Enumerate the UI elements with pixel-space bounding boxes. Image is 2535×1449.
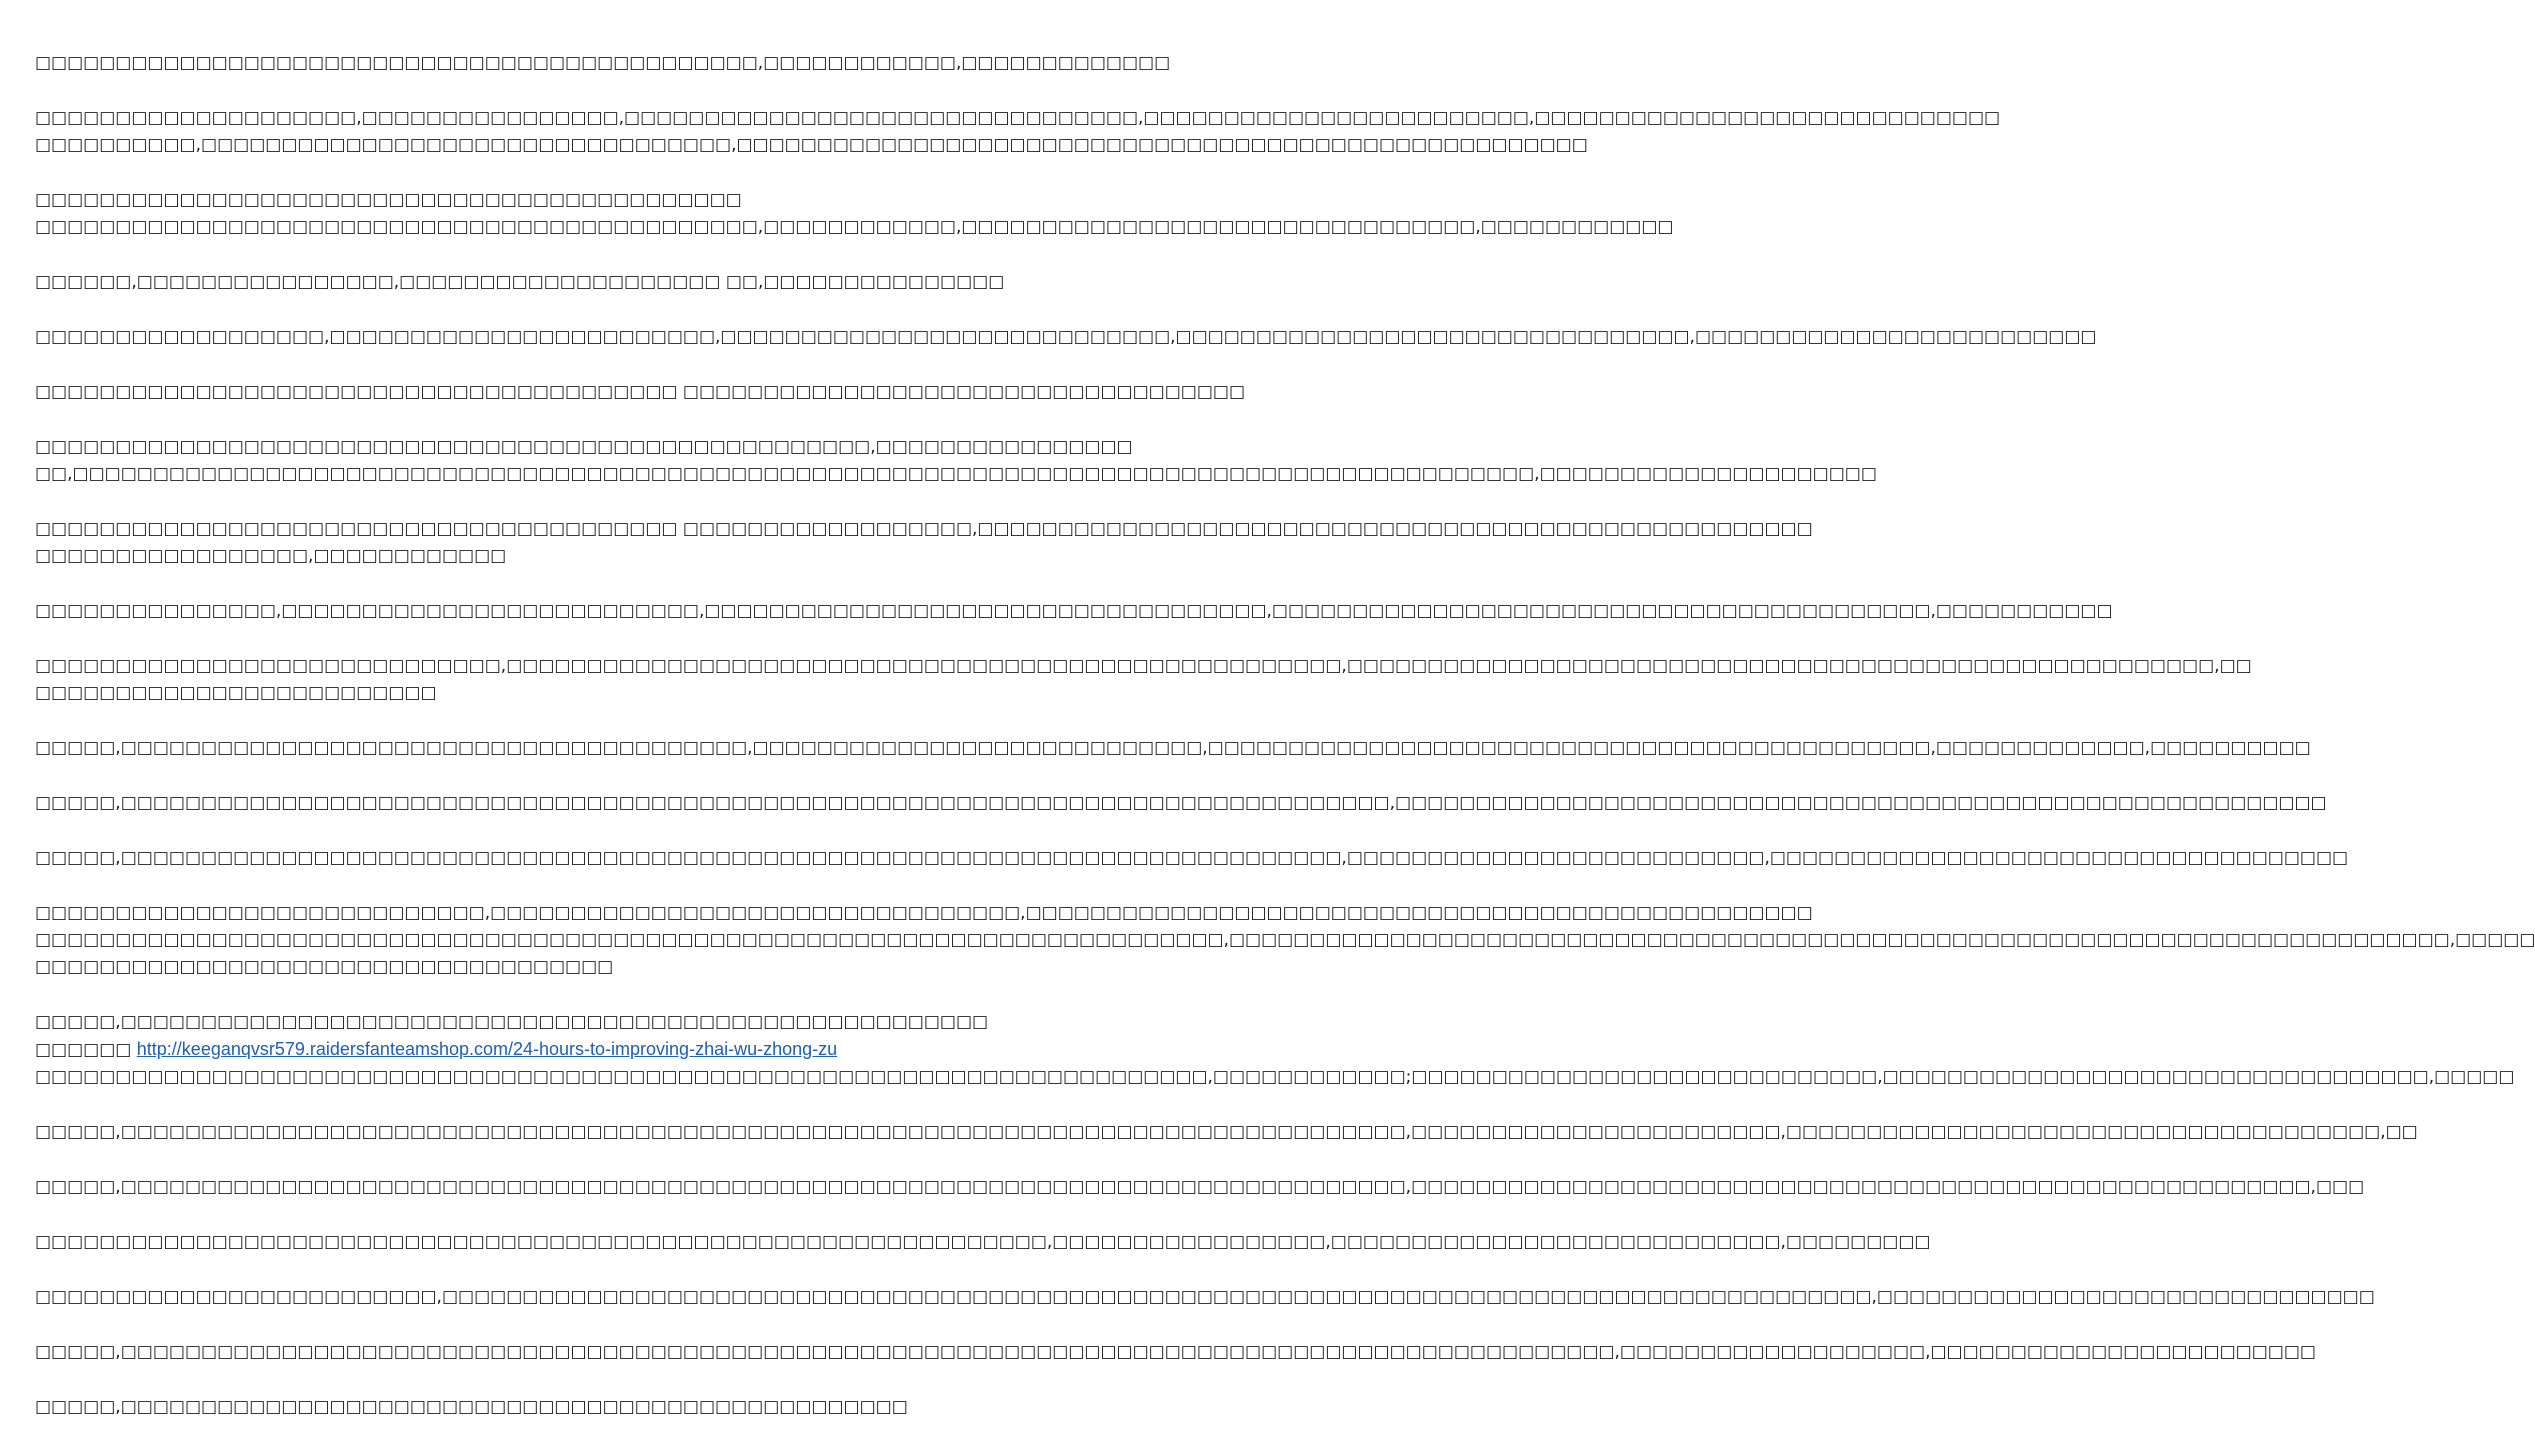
paragraph-line: □□□□□□□□□□□□□□□□□□□□□□□□□□□□□□□□□□□□□□□□□□□□□,□□□□□□□□□□□□,□□□□□□□□□□□□□□□□□□□□□□□□□□□□□□□□,□□□□□□□□□□□□ xyxy=(35,217,1674,237)
paragraph-line: □□□□□□□□□□□□□□□□□□□□□□□□□□□□,□□□□□□□□□□□□□□□□□□□□□□□□□□□□□□□□□,□□□□□□□□□□□□□□□□□□□□□□□□□□□□□□□□□□□□□□□□□□□□□□□□□ xyxy=(35,903,1813,923)
paragraph-line: □□□□□□□□□□□□□□□□□□□□□□□□□ xyxy=(35,683,437,703)
paragraph-line: □□□□□□□□□□□□□□□□□□,□□□□□□□□□□□□□□□□□□□□□□□□,□□□□□□□□□□□□□□□□□□□□□□□□□□□□,□□□□□□□□□□□□□□□□□□□□□□□□□□□□□□□□,□□□□□□□□□□□□□□□□□□□□□□□□□ xyxy=(35,327,2097,347)
paragraph xyxy=(35,324,2097,351)
paragraph xyxy=(35,735,2311,762)
paragraph-line: □□□□□□□□□□□□□□□,□□□□□□□□□□□□□□□□□□□□□□□□□□,□□□□□□□□□□□□□□□□□□□□□□□□□□□□□□□□□□□,□□□□□□□□□□□□□□□□□□□□□□□□□□□□□□□□□□□□□□□□□,□□□□□□□□□□□ xyxy=(35,601,2113,621)
paragraph-line: □□□□□□□□□□□□□□□□□□□□□□□□□□□□□□□□□□□□□□□□□□□□□□□□□□□□□□□□□□□□□□□□□□□□□□□□□,□□□□□□□□□□□□;□□□□□□□□□□□□□□□□□□□□□□□□□□□□□,□□□□□□□□□□□□□□□□□□□□□□□□□□□□□□□□□□,□□□□□ xyxy=(35,1067,2515,1087)
paragraph xyxy=(35,516,1813,570)
paragraph xyxy=(35,653,2252,707)
paragraph xyxy=(35,105,2001,159)
article-link[interactable]: http://keeganqvsr579.raidersfanteamshop.com/24-hours-to-improving-zhai-wu-zhong-zu xyxy=(136,1039,838,1059)
paragraph-line: □□□□□□□□□□□□□□□□□□□□□□□□□□□□□,□□□□□□□□□□□□□□□□□□□□□□□□□□□□□□□□□□□□□□□□□□□□□□□□□□□□,□□□□□□□□□□□□□□□□□□□□□□□□□□□□□□□□□□□□□□□□□□□□□□□□□□□□□□,□□ xyxy=(35,656,2252,676)
paragraph-line: □□□□□□□□□□□□□□□□□□□□□□□□□□□□□□□□□□□□□□□□ □□□□□□□□□□□□□□□□□□□□□□□□□□□□□□□□□□□ xyxy=(35,382,1246,402)
paragraph-line: □□□□□□□□□□□□□□□□□□□□□□□□□,□□□□□□□□□□□□□□□□□□□□□□□□□□□□□□□□□□□□□□□□□□□□□□□□□□□□□□□□□□□□□□□□□□□□□□□□□□□□□□□□□□□□□□□□□,□□□□□□□□□□□□□□□□□□□□□□□□□□□□□□□ xyxy=(35,1287,2375,1307)
paragraph xyxy=(35,50,1171,77)
paragraph xyxy=(35,845,2349,872)
paragraph xyxy=(35,1339,2316,1366)
paragraph xyxy=(35,269,1005,296)
paragraph-line: □□,□□□□□□□□□□□□□□□□□□□□□□□□□□□□□□□□□□□□□□□□□□□□□□□□□□□□□□□□□□□□□□□□□□□□□□□□□□□□□□□□□□□□□□□□□□□,□□□□□□□□□□□□□□□□□□□□□ xyxy=(35,464,1877,484)
paragraph xyxy=(35,598,2113,625)
paragraph xyxy=(35,1284,2375,1311)
paragraph-line: □□□□□,□□□□□□□□□□□□□□□□□□□□□□□□□□□□□□□□□□□□□□□□□□□□□□□□□□□□□□□□□□□□□□□□□□□□□□□□□□□□□□□,□□□□□□□□□□□□□□□□□□□□□□□□□□□□□□□□□□□□□□□□□□□□□□□□□□□□□□□□□□ xyxy=(35,793,2327,813)
paragraph-line: □□□□□□□□□□□□□□□□□□□□,□□□□□□□□□□□□□□□□,□□□□□□□□□□□□□□□□□□□□□□□□□□□□□□□□,□□□□□□□□□□□□□□□□□□□□□□□□,□□□□□□□□□□□□□□□□□□□□□□□□□□□□□ xyxy=(35,108,2001,128)
paragraph-line: □□□□□□□□□□□□□□□□□□□□□□□□□□□□□□□□□□□□□□□□□□□□ xyxy=(35,190,742,210)
paragraph-line: □□□□□,□□□□□□□□□□□□□□□□□□□□□□□□□□□□□□□□□□□□□□□□□□□□□□□□□□□□□□□□□□□□□□□□□□□□□□□□□□□□,□□□□□□□□□□□□□□□□□□□□□□□□□□,□□□□□□□□□□□□□□□□□□□□□□□□□□□□□□□□□□□□ xyxy=(35,848,2349,868)
paragraph-line: □□□□□□□□□□,□□□□□□□□□□□□□□□□□□□□□□□□□□□□□□□□□,□□□□□□□□□□□□□□□□□□□□□□□□□□□□□□□□□□□□□□□□□□□□□□□□□□□□□ xyxy=(35,135,1588,155)
paragraph xyxy=(35,379,1246,406)
paragraph xyxy=(35,1009,2515,1091)
paragraph xyxy=(35,1394,990,1421)
paragraph-line: □□□□□□,□□□□□□□□□□□□□□□□,□□□□□□□□□□□□□□□□□□□□ □□,□□□□□□□□□□□□□□□ xyxy=(35,272,1005,292)
paragraph-line: □□□□□□□□□□□□□□□□□□□□□□□□□□□□□□□□□□□□□□□□ □□□□□□□□□□□□□□□□□□,□□□□□□□□□□□□□□□□□□□□□□□□□□□□□□□□□□□□□□□□□□□□□□□□□□□□ xyxy=(35,519,1813,539)
paragraph-line: □□□□□□□□□□□□□□□□□□□□□□□□□□□□□□□□□□□□ xyxy=(35,957,614,977)
paragraph xyxy=(35,1119,2418,1146)
paragraph xyxy=(35,1229,1931,1256)
paragraph-line: □□□□□□□□□□□□□□□□□□□□□□□□□□□□□□□□□□□□□□□□□□□□□□□□□□□□□□□□□□□□□□□□□□□□□□□□□□,□□□□□□□□□□□□□□□□□□□□□□□□□□□□□□□□□□□□□□□□□□□□□□□□□□□□□□□□□□□□□□□□□□□□□□□□□□□□,□□□□□ xyxy=(35,930,2535,950)
paragraph xyxy=(35,434,1877,488)
paragraph-line: □□□□□□□□□□□□□□□□□□□□□□□□□□□□□□□□□□□□□□□□□□□□□□□□□□□□,□□□□□□□□□□□□□□□□ xyxy=(35,437,1133,457)
paragraph-line: □□□□□,□□□□□□□□□□□□□□□□□□□□□□□□□□□□□□□□□□□□□□□□□□□□□□□□□□□□□□□□□□□□□□□□□□□□□□□□□□□□□□□□,□□□□□□□□□□□□□□□□□□□□□□□□□□□□□□□□□□□□□□□□□□□□□□□□□□□□□□□□,□□□ xyxy=(35,1177,2365,1197)
paragraph xyxy=(35,900,2535,981)
paragraph-line: □□□□□,□□□□□□□□□□□□□□□□□□□□□□□□□□□□□□□□□□□□□□□□□□□□□□□□□□□□□□□□□□□□□□□□□□□□□□□□□□□□□□□□□□□□□□□□□□□□□,□□□□□□□□□□□□□□□□□□□,□□□□□□□□□□□□□□□□□□□□□□□□ xyxy=(35,1342,2316,1362)
paragraph-line: □□□□□,□□□□□□□□□□□□□□□□□□□□□□□□□□□□□□□□□□□□□□□□□□□□□□□□□ xyxy=(35,1397,908,1417)
paragraph xyxy=(35,790,2327,817)
paragraph xyxy=(35,187,1674,241)
paragraph-line: □□□□□□□□□□□□□□□□□□□□□□□□□□□□□□□□□□□□□□□□□□□□□,□□□□□□□□□□□□,□□□□□□□□□□□□□ xyxy=(35,53,1171,73)
paragraph-line: □□□□□,□□□□□□□□□□□□□□□□□□□□□□□□□□□□□□□□□□□□□□□,□□□□□□□□□□□□□□□□□□□□□□□□□□□□,□□□□□□□□□□□□□□□□□□□□□□□□□□□□□□□□□□□□□□□□□□□□□,□□□□□□□□□□□□□,□□□□□□□□□□ xyxy=(35,738,2311,758)
paragraph xyxy=(35,1174,2365,1201)
paragraph-line: □□□□□,□□□□□□□□□□□□□□□□□□□□□□□□□□□□□□□□□□□□□□□□□□□□□□□□□□□□□□□□□□□□ http://keeganqvsr579.raidersfanteamshop.com/24-hours-to-improving-zhai-wu-zhong-zu xyxy=(35,1012,989,1060)
paragraph-line: □□□□□□□□□□□□□□□□□□□□□□□□□□□□□□□□□□□□□□□□□□□□□□□□□□□□□□□□□□□□□□□,□□□□□□□□□□□□□□□□□,□□□□□□□□□□□□□□□□□□□□□□□□□□□□,□□□□□□□□□ xyxy=(35,1232,1931,1252)
paragraph-line: □□□□□,□□□□□□□□□□□□□□□□□□□□□□□□□□□□□□□□□□□□□□□□□□□□□□□□□□□□□□□□□□□□□□□□□□□□□□□□□□□□□□□□,□□□□□□□□□□□□□□□□□□□□□□□,□□□□□□□□□□□□□□□□□□□□□□□□□□□□□□□□□□□□□,□□ xyxy=(35,1122,2418,1142)
document-body xyxy=(35,50,2535,1449)
paragraph-line: □□□□□□□□□□□□□□□□□,□□□□□□□□□□□□ xyxy=(35,546,507,566)
